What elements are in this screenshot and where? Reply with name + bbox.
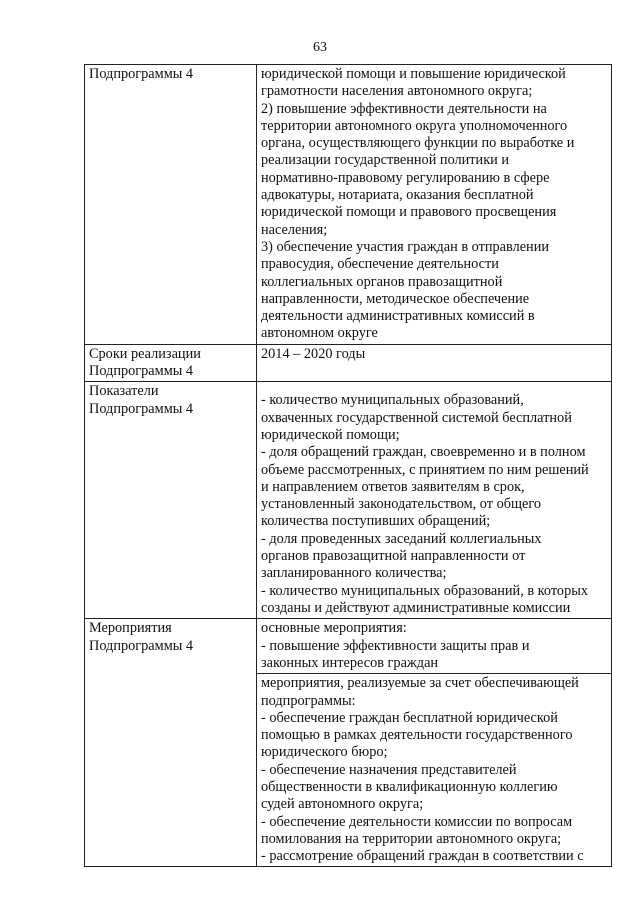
row-label-line: Подпрограммы 4 [89,363,194,380]
content-line: запланированного количества; [261,565,447,582]
content-line: - количество муниципальных образований, [261,392,524,409]
content-line: помощью в рамках деятельности государственного [261,727,573,744]
content-line: нормативно-правовому регулированию в сфере [261,169,550,186]
content-line: судей автономного округа; [261,796,424,813]
content-line: - доля проведенных заседаний коллегиальных [261,530,542,547]
row-label [85,344,257,382]
content-line: юридической помощи и правового просвещения [261,204,557,221]
row-label-line: Показатели [89,383,159,400]
table-row-timeline [85,344,612,382]
content-line: и направлением ответов заявителям в срок, [261,478,525,495]
content-line: органов правозащитной направленности от [261,548,526,565]
content-line: реализации государственной политики и [261,152,510,169]
content-line: коллегиальных органов правозащитной [261,273,503,290]
content-line: юридической помощи; [261,426,400,443]
content-line: - обеспечение назначения представителей [261,761,517,778]
content-line: автономном округе [261,325,378,342]
row-label-line: Мероприятия [89,620,172,637]
content-line: общественности в квалификационную коллегию [261,778,558,795]
page-number: 63 [313,40,327,55]
row-label-line: Подпрограммы 4 [89,66,194,82]
table-row-objectives [85,65,612,345]
content-line: объеме рассмотренных, с принятием по ним решений [261,461,589,478]
content-line: направленности, методическое обеспечение [261,290,530,307]
content-line: юридического бюро; [261,744,388,761]
row-label-line: Сроки реализации [89,345,201,362]
content-line: мероприятия, реализуемые за счет обеспечивающей [261,675,579,692]
content-line: количества поступивших обращений; [261,513,491,530]
row-content [257,344,612,382]
content-line: - повышение эффективности защиты прав и [261,637,530,654]
content-line: юридической помощи и повышение юридической [261,66,566,82]
content-line: - доля обращений граждан, своевременно и в полном [261,444,586,461]
content-line: территории автономного округа уполномоченного [261,117,568,134]
content-line: - обеспечение граждан бесплатной юридической [261,709,558,726]
content-line: 2014 – 2020 годы [261,345,366,362]
content-line: 2) повышение эффективности деятельности на [261,100,547,117]
content-line: адвокатуры, нотариата, оказания бесплатной [261,187,534,204]
row-content [257,674,612,867]
content-line: 3) обеспечение участия граждан в отправлении [261,238,549,255]
content-line: охваченных государственной системой бесплатной [261,409,572,426]
content-line: деятельности административных комиссий в [261,308,535,325]
content-line: населения; [261,221,328,238]
row-label [85,382,257,619]
row-label [85,65,257,345]
content-line: созданы и действуют административные комиссии [261,599,571,616]
content-line: - рассмотрение обращений граждан в соответствии с [261,848,584,865]
content-line: грамотности населения автономного округа; [261,83,533,100]
row-content [257,619,612,674]
content-line: законных интересов граждан [261,654,439,671]
row-label-line: Подпрограммы 4 [89,637,194,654]
row-label [85,619,257,867]
subprogram-passport-table [84,64,612,867]
content-line: подпрограммы: [261,692,356,709]
content-line: - количество муниципальных образований, в которых [261,582,588,599]
content-line: установленный законодательством, от общего [261,496,542,513]
row-content [257,382,612,619]
content-line: - обеспечение деятельности комиссии по вопросам [261,813,573,830]
content-line: правосудия, обеспечение деятельности [261,256,499,273]
row-label-line: Подпрограммы 4 [89,400,194,417]
spacer [261,383,607,392]
content-line: основные мероприятия: [261,620,407,637]
table-row-activities-main [85,619,612,674]
content-line: органа, осуществляющего функции по выработке и [261,135,575,152]
content-line: помилования на территории автономного округа; [261,830,562,847]
row-content [257,65,612,345]
table-row-indicators [85,382,612,619]
